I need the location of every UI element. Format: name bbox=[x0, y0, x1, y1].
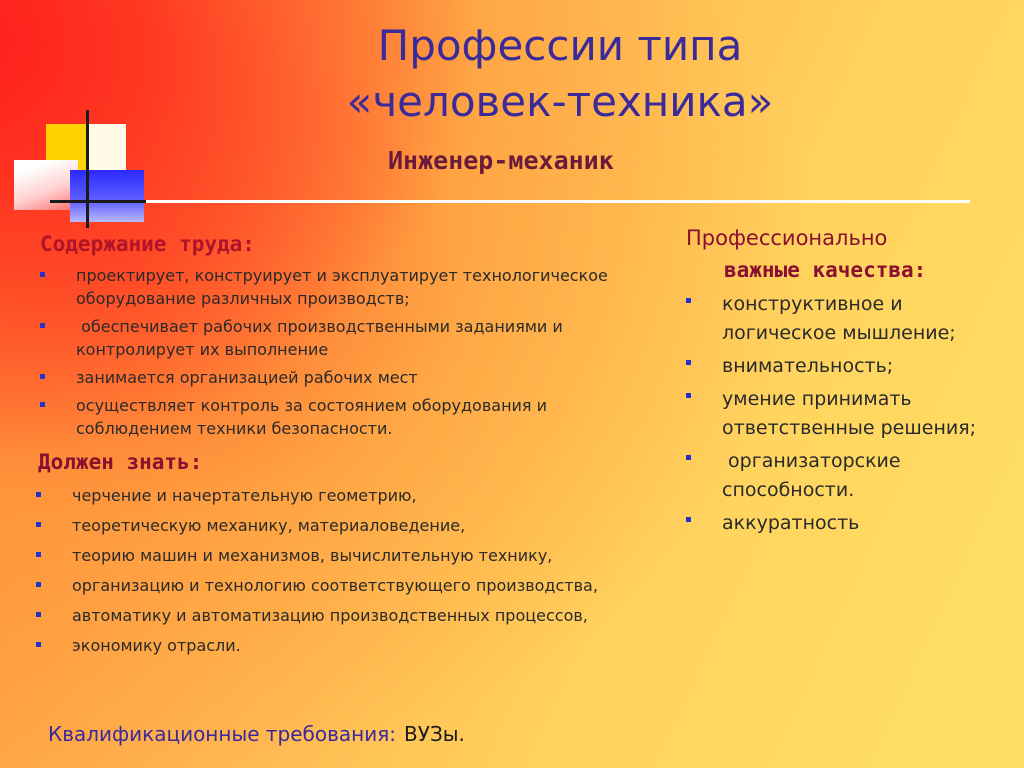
list-item-text: проектирует, конструирует и эксплуатирует технологическое оборудование различных производств; bbox=[76, 266, 608, 308]
bullet-icon bbox=[686, 517, 691, 522]
list-item bbox=[36, 544, 616, 567]
list-item-text: организацию и технологию соответствующего производства, bbox=[72, 576, 598, 595]
qualities-list bbox=[686, 290, 1006, 542]
list-item bbox=[686, 352, 1006, 381]
list-item bbox=[36, 514, 616, 537]
title-line-1: Профессии типа bbox=[377, 21, 743, 70]
decor-dark-line bbox=[50, 200, 146, 203]
list-item-text: осуществляет контроль за состоянием оборудования и соблюдением техники безопасности. bbox=[76, 396, 548, 438]
list-item bbox=[36, 634, 616, 657]
list-item-text: занимается организацией рабочих мест bbox=[76, 368, 418, 387]
bullet-icon bbox=[686, 455, 691, 460]
list-item bbox=[40, 394, 640, 440]
list-item bbox=[36, 574, 616, 597]
qualities-heading-line-1: Профессионально bbox=[686, 226, 888, 250]
bullet-icon bbox=[686, 298, 691, 303]
list-item-text: экономику отрасли. bbox=[72, 636, 241, 655]
bullet-icon bbox=[40, 323, 45, 328]
know-heading: Должен знать: bbox=[38, 450, 203, 474]
bullet-icon bbox=[36, 642, 41, 647]
list-item-text: умение принимать ответственные решения; bbox=[722, 388, 977, 439]
bullet-icon bbox=[36, 522, 41, 527]
content-heading: Содержание труда: bbox=[40, 232, 255, 256]
bullet-icon bbox=[686, 393, 691, 398]
list-item-text: теорию машин и механизмов, вычислительную технику, bbox=[72, 546, 553, 565]
list-item bbox=[686, 509, 1006, 538]
title-line-2: «человек-техника» bbox=[346, 77, 774, 126]
list-item-text: аккуратность bbox=[722, 512, 860, 534]
list-item-text: теоретическую механику, материаловедение, bbox=[72, 516, 466, 535]
bullet-icon bbox=[686, 360, 691, 365]
qualification-requirements bbox=[48, 722, 465, 746]
decor-blue-square bbox=[70, 170, 144, 222]
content-list bbox=[40, 264, 640, 445]
qualification-value: ВУЗы. bbox=[404, 722, 465, 746]
bullet-icon bbox=[36, 582, 41, 587]
decor-vertical-line bbox=[86, 110, 89, 228]
list-item bbox=[36, 604, 616, 627]
qualities-heading bbox=[686, 222, 926, 286]
qualification-label: Квалификационные требования: bbox=[48, 722, 397, 746]
list-item bbox=[40, 264, 640, 310]
list-item bbox=[40, 315, 640, 361]
list-item-text: черчение и начертательную геометрию, bbox=[72, 486, 417, 505]
list-item-text: организаторские способности. bbox=[722, 450, 907, 501]
list-item bbox=[686, 290, 1006, 348]
list-item bbox=[40, 366, 640, 389]
list-item-text: внимательность; bbox=[722, 355, 894, 377]
bullet-icon bbox=[40, 402, 45, 407]
list-item bbox=[36, 484, 616, 507]
bullet-icon bbox=[36, 492, 41, 497]
list-item-text: автоматику и автоматизацию производственных процессов, bbox=[72, 606, 588, 625]
list-item bbox=[686, 385, 1006, 443]
decor-white-square-top bbox=[88, 124, 126, 174]
list-item-text: обеспечивает рабочих производственными заданиями и контролирует их выполнение bbox=[76, 317, 568, 359]
bullet-icon bbox=[36, 552, 41, 557]
bullet-icon bbox=[40, 272, 45, 277]
list-item bbox=[686, 447, 1006, 505]
qualities-heading-line-2: важные качества: bbox=[724, 258, 927, 282]
bullet-icon bbox=[36, 612, 41, 617]
bullet-icon bbox=[40, 374, 45, 379]
list-item-text: конструктивное и логическое мышление; bbox=[722, 293, 956, 344]
divider-line bbox=[50, 200, 970, 203]
know-list bbox=[36, 484, 616, 664]
slide-title bbox=[300, 18, 820, 130]
profession-name: Инженер-механик bbox=[388, 146, 614, 175]
